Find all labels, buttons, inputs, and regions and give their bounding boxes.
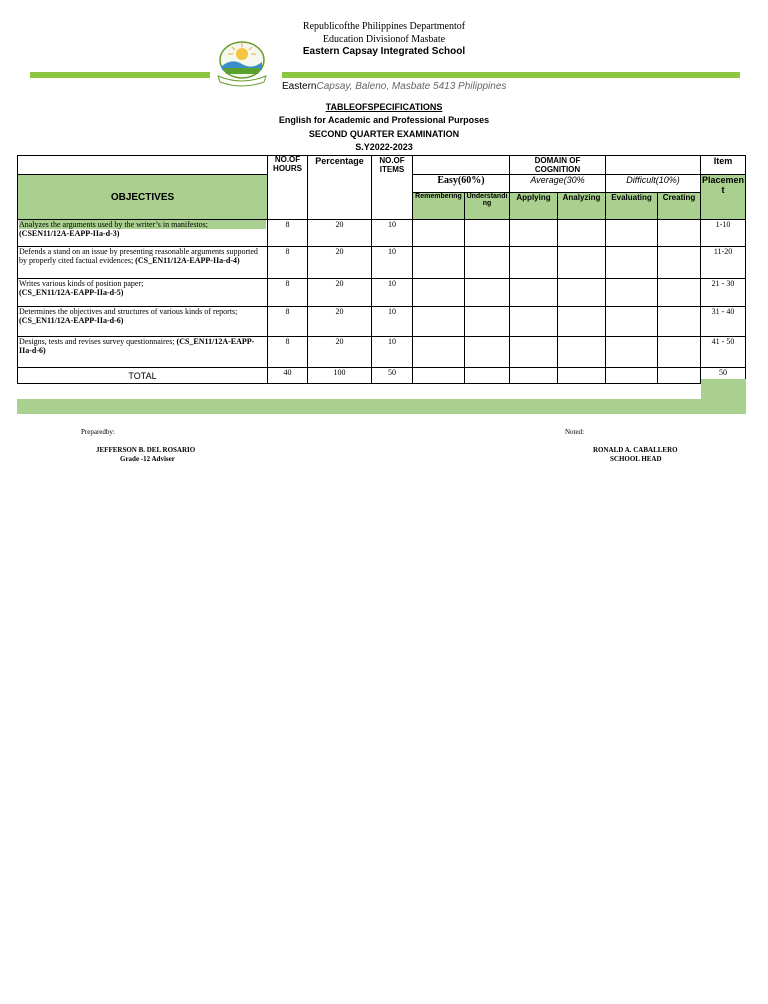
header-bar-left xyxy=(30,72,210,78)
total-hours: 40 xyxy=(268,368,308,384)
table-bottom-bar xyxy=(17,399,746,414)
percentage-cell: 20 xyxy=(308,279,372,307)
doc-title: TABLEOFSPECIFICATIONS xyxy=(325,102,443,112)
creating-header: Creating xyxy=(658,193,701,220)
objective-cell: Writes various kinds of position paper; (CS_EN11/12A-EAPP-IIa-d-5) xyxy=(18,279,268,307)
hours-cell: 8 xyxy=(268,307,308,337)
hours-header: NO.OF HOURS xyxy=(268,156,308,220)
items-cell: 10 xyxy=(372,247,413,279)
objective-cell: Defends a stand on an issue by presenting reasonable arguments supported by properly cited factual evidences; (CS_EN11/12A-EAPP-IIa-d-4) xyxy=(18,247,268,279)
table-right-fill xyxy=(701,379,746,401)
specifications-table xyxy=(17,155,746,384)
table-row xyxy=(18,220,746,247)
header-line-1: Republicofthe Philippines Departmentof xyxy=(302,21,466,32)
table-row xyxy=(18,307,746,337)
item-header: Item xyxy=(701,156,746,175)
applying-header: Applying xyxy=(510,193,558,220)
hours-cell: 8 xyxy=(268,247,308,279)
objective-cell: Designs, tests and revises survey questionnaires; (CS_EN11/12A-EAPP-IIa-d-6) xyxy=(18,337,268,368)
blank-domain-right xyxy=(606,156,701,175)
hours-cell: 8 xyxy=(268,279,308,307)
school-year: S.Y2022-2023 xyxy=(355,142,413,152)
items-cell: 10 xyxy=(372,279,413,307)
total-items: 50 xyxy=(372,368,413,384)
easy-header: Easy(60%) xyxy=(413,175,510,193)
hours-cell: 8 xyxy=(268,337,308,368)
difficult-header: Difficult(10%) xyxy=(606,175,701,193)
blank-domain-left xyxy=(413,156,510,175)
average-header: Average(30% xyxy=(510,175,606,193)
placement-header: Placemen t xyxy=(701,175,746,220)
table-row xyxy=(18,279,746,307)
school-name: Eastern Capsay Integrated School xyxy=(302,46,466,57)
blank-header-cell xyxy=(18,156,268,175)
noted-role: SCHOOL HEAD xyxy=(610,455,662,463)
table-row xyxy=(18,337,746,368)
noted-name: RONALD A. CABALLERO xyxy=(593,446,678,454)
header-line-2: Education Divisionof Masbate xyxy=(322,34,446,45)
total-label: TOTAL xyxy=(18,368,268,384)
understanding-header: Understandi ng xyxy=(465,193,510,220)
objective-cell: Analyzes the arguments used by the writer’s in manifestos; (CSEN11/12A-EAPP-IIa-d-3) xyxy=(18,220,268,247)
items-cell: 10 xyxy=(372,220,413,247)
placement-cell: 21 - 30 xyxy=(701,279,746,307)
prepared-label: Preparedby: xyxy=(81,428,115,436)
placement-cell: 31 - 40 xyxy=(701,307,746,337)
percentage-cell: 20 xyxy=(308,220,372,247)
total-percentage: 100 xyxy=(308,368,372,384)
total-row xyxy=(18,368,746,384)
table-row xyxy=(18,247,746,279)
noted-label: Noted: xyxy=(565,428,585,436)
prepared-name: JEFFERSON B. DEL ROSARIO xyxy=(96,446,196,454)
placement-cell: 41 - 50 xyxy=(701,337,746,368)
percentage-header: Percentage xyxy=(308,156,372,220)
items-cell: 10 xyxy=(372,307,413,337)
school-logo-icon xyxy=(212,38,272,88)
domain-header: DOMAIN OF COGNITION xyxy=(510,156,606,175)
total-placement: 50 xyxy=(701,368,746,384)
placement-cell: 1-10 xyxy=(701,220,746,247)
hours-cell: 8 xyxy=(268,220,308,247)
percentage-cell: 20 xyxy=(308,337,372,368)
items-header: NO.OF ITEMS xyxy=(372,156,413,220)
items-cell: 10 xyxy=(372,337,413,368)
school-address: EasternCapsay, Baleno, Masbate 5413 Philippines xyxy=(282,81,507,92)
percentage-cell: 20 xyxy=(308,307,372,337)
exam-title: SECOND QUARTER EXAMINATION xyxy=(308,129,460,139)
header-bar-right xyxy=(282,72,740,78)
percentage-cell: 20 xyxy=(308,247,372,279)
remembering-header: Remembering xyxy=(413,193,465,220)
evaluating-header: Evaluating xyxy=(606,193,658,220)
placement-cell: 11-20 xyxy=(701,247,746,279)
prepared-role: Grade -12 Adviser xyxy=(120,455,175,463)
objective-cell: Determines the objectives and structures of various kinds of reports; (CS_EN11/12A-EAPP-IIa-d-6) xyxy=(18,307,268,337)
analyzing-header: Analyzing xyxy=(558,193,606,220)
subject-title: English for Academic and Professional Purposes xyxy=(278,115,490,125)
objectives-header: OBJECTIVES xyxy=(18,175,268,220)
